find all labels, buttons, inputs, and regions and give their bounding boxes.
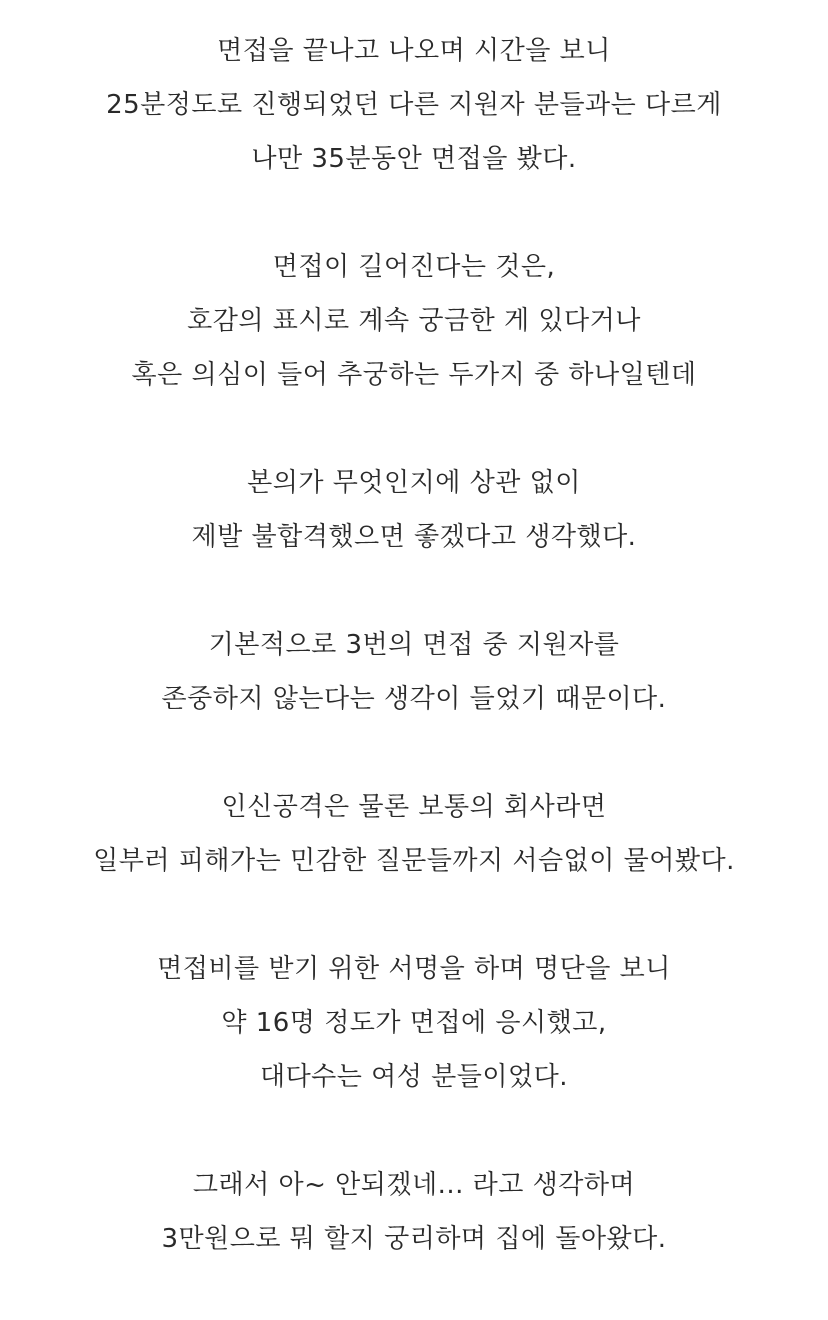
- paragraph: [0, 942, 828, 1104]
- paragraph: [0, 618, 828, 726]
- paragraph: [0, 24, 828, 186]
- paragraph: [0, 240, 828, 402]
- paragraph: [0, 780, 828, 888]
- text-line: 약 16명 정도가 면접에 응시했고,: [221, 1008, 607, 1038]
- text-line: 본의가 무엇인지에 상관 없이: [247, 468, 581, 498]
- paragraph: [0, 456, 828, 564]
- text-line: 대다수는 여성 분들이었다.: [259, 1062, 569, 1092]
- text-line: 그래서 아~ 안되겠네... 라고 생각하며: [192, 1170, 636, 1200]
- text-line: 호감의 표시로 계속 궁금한 게 있다거나: [187, 306, 641, 336]
- text-line: 25분정도로 진행되었던 다른 지원자 분들과는 다르게: [106, 90, 722, 120]
- text-line: 3만원으로 뭐 할지 궁리하며 집에 돌아왔다.: [161, 1224, 667, 1254]
- text-line: 나만 35분동안 면접을 봤다.: [251, 144, 577, 174]
- text-line: 기본적으로 3번의 면접 중 지원자를: [208, 630, 620, 660]
- text-line: 일부러 피해가는 민감한 질문들까지 서슴없이 물어봤다.: [93, 846, 735, 876]
- text-line: 제발 불합격했으면 좋겠다고 생각했다.: [191, 522, 637, 552]
- text-line: 면접이 길어진다는 것은,: [272, 252, 556, 282]
- text-line: 혹은 의심이 들어 추궁하는 두가지 중 하나일텐데: [131, 360, 697, 390]
- text-line: 면접을 끝나고 나오며 시간을 보니: [217, 36, 611, 66]
- text-line: 면접비를 받기 위한 서명을 하며 명단을 보니: [157, 954, 671, 984]
- paragraph: [0, 1158, 828, 1266]
- text-line: 인신공격은 물론 보통의 회사라면: [221, 792, 607, 822]
- story-text: [0, 24, 828, 1320]
- text-line: 존중하지 않는다는 생각이 들었기 때문이다.: [161, 684, 667, 714]
